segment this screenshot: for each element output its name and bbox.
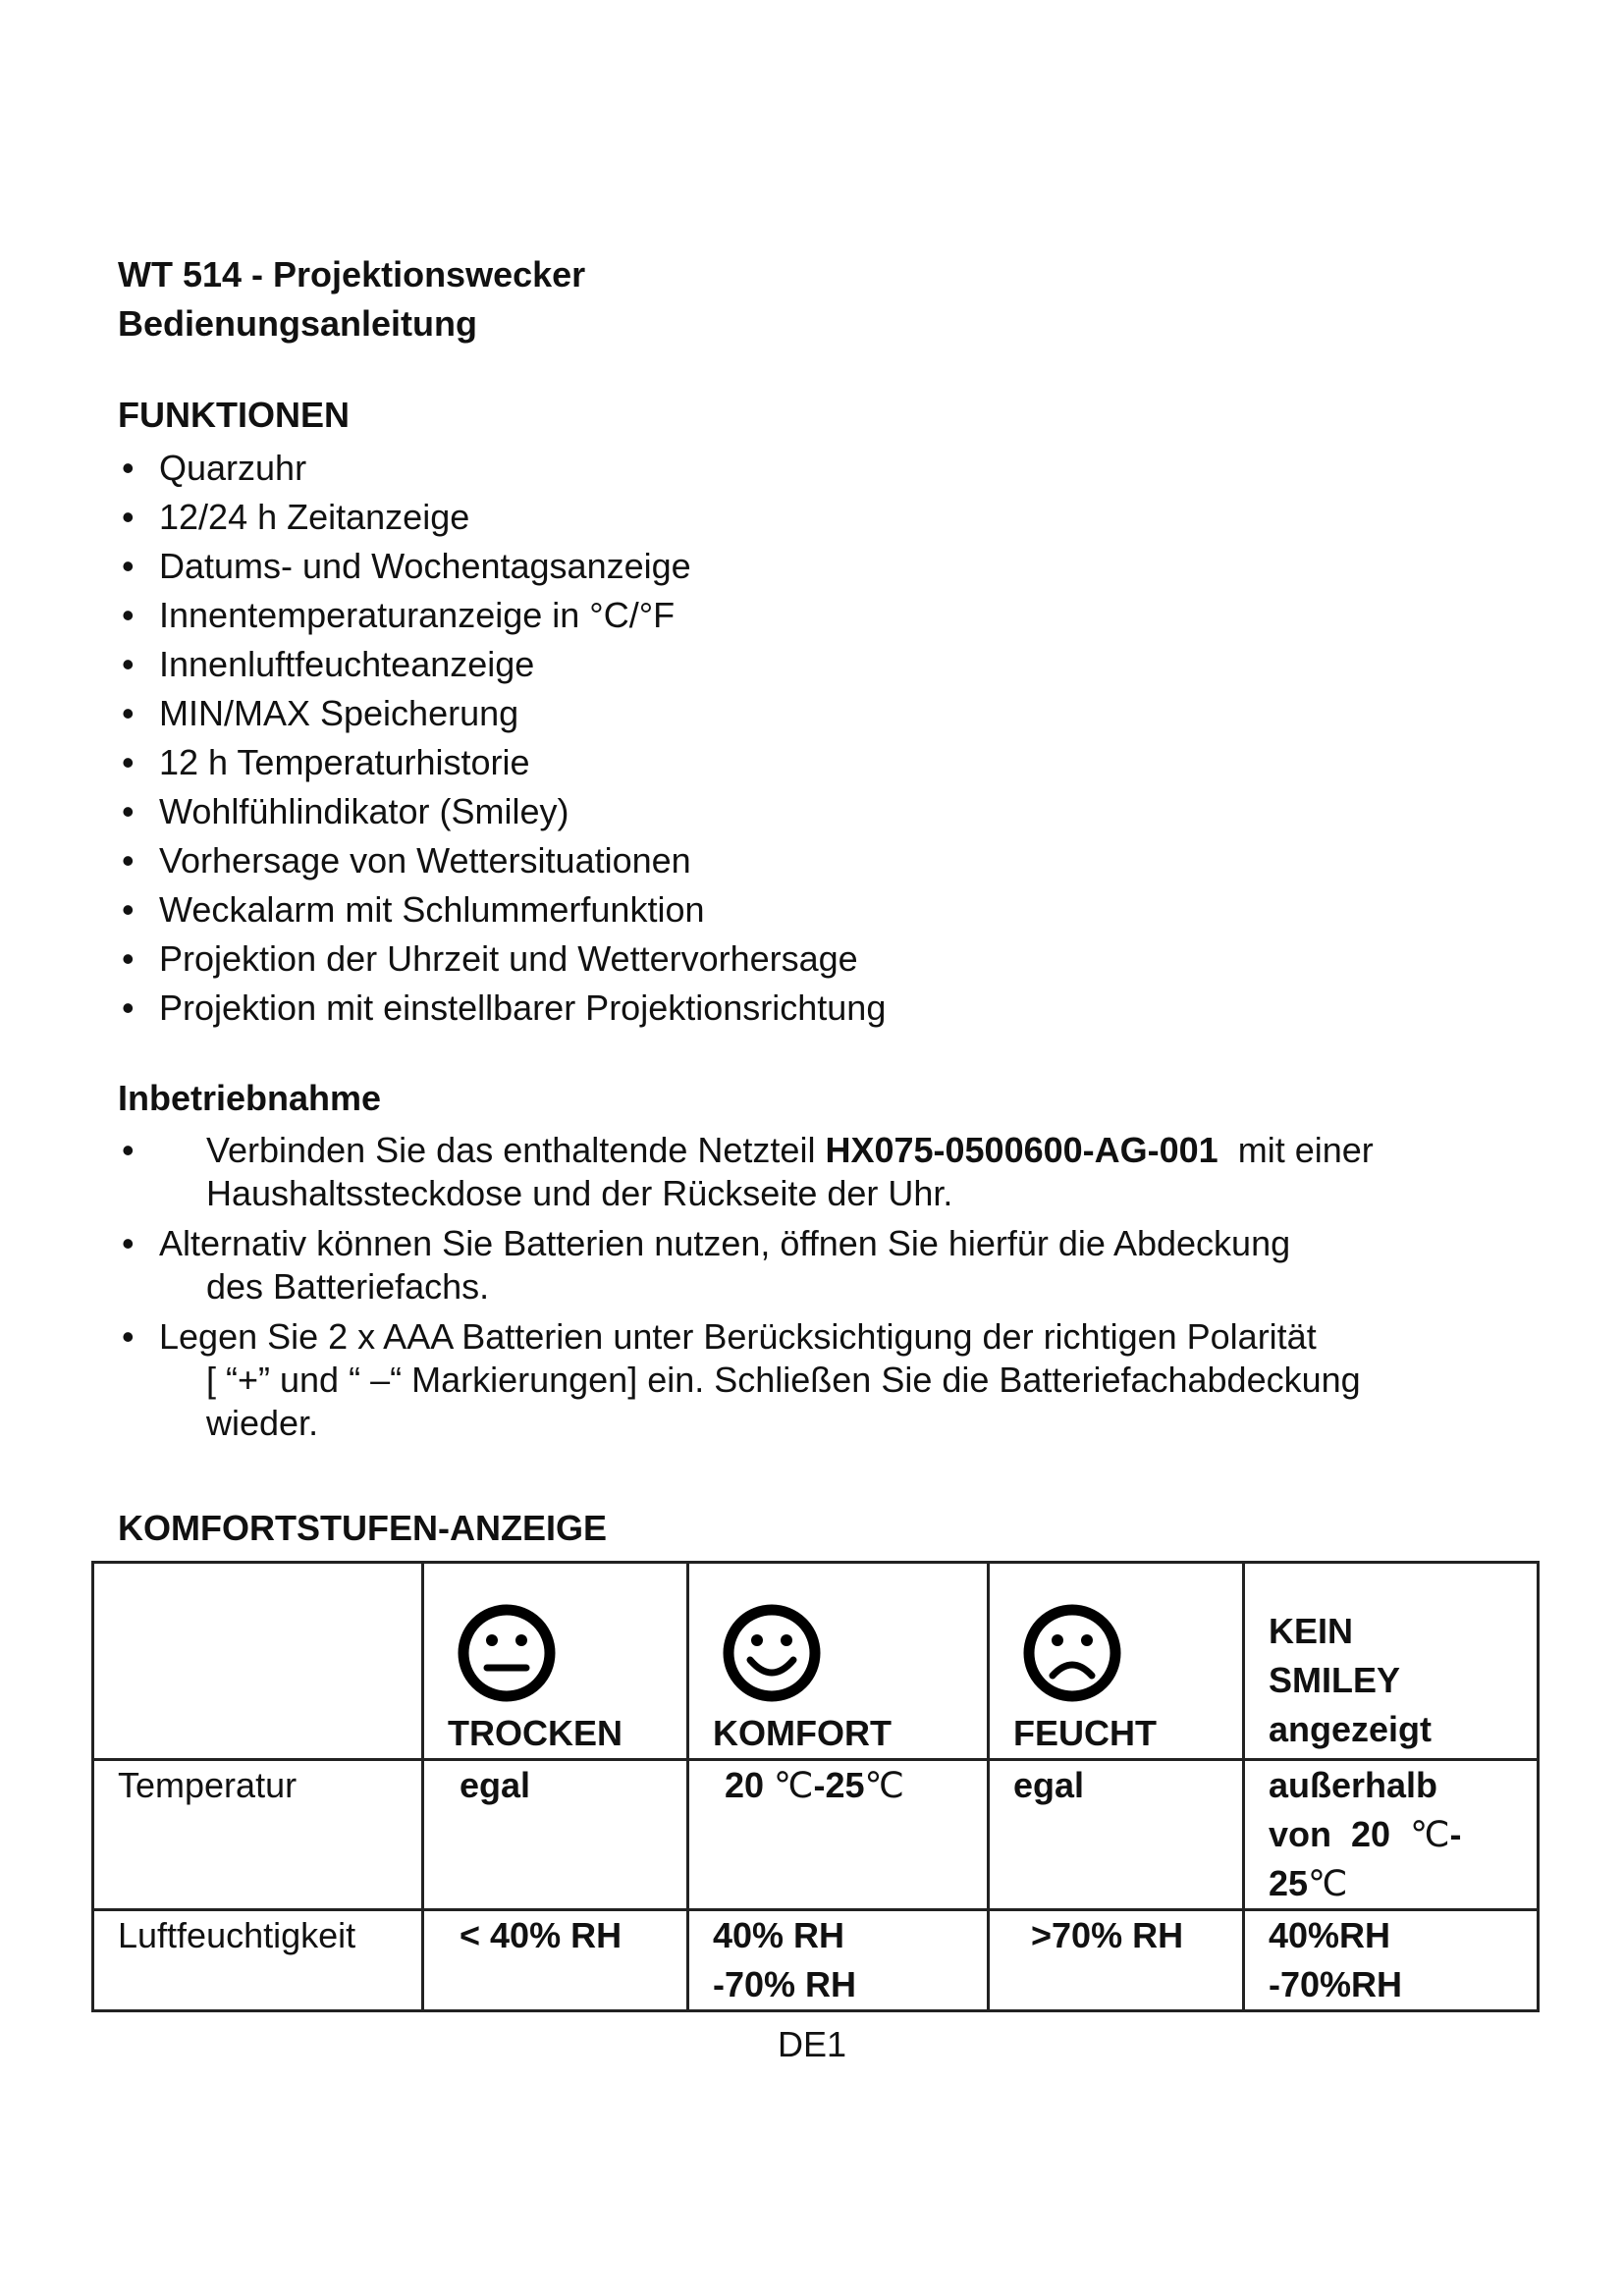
setup-step-3-line-3: wieder.	[206, 1403, 319, 1443]
table-row	[93, 1910, 1539, 2011]
header-cell-trocken	[423, 1563, 688, 1760]
page-number: DE1	[777, 2024, 847, 2064]
setup-step-1-line-2: Haushaltssteckdose und der Rückseite der Uhr.	[206, 1173, 953, 1213]
empty-header-cell	[93, 1563, 423, 1760]
cell-temp-trocken: egal	[423, 1760, 688, 1910]
setup-step-3-line-1: Legen Sie 2 x AAA Batterien unter Berücksichtigung der richtigen Polarität	[159, 1316, 1317, 1357]
list-item: • Quarzuhr	[118, 444, 886, 493]
list-item: • Innenluftfeuchteanzeige	[118, 640, 886, 689]
bullet: •	[122, 1130, 135, 1170]
cell-temp-feucht: egal	[989, 1760, 1244, 1910]
cell-rh-trocken: < 40% RH	[423, 1910, 688, 2011]
column-label-trocken: TROCKEN	[448, 1713, 623, 1753]
setup-step-1	[118, 1129, 1512, 1215]
column-label-feucht: FEUCHT	[1013, 1713, 1157, 1753]
list-item: • 12/24 h Zeitanzeige	[118, 493, 886, 542]
title-line-1: WT 514 - Projektionswecker	[118, 254, 586, 294]
setup-step-2	[118, 1222, 1512, 1308]
list-item: • 12 h Temperaturhistorie	[118, 738, 886, 787]
list-item: • Weckalarm mit Schlummerfunktion	[118, 885, 886, 934]
setup-step-3-line-2: [ “+” und “ –“ Markierungen] ein. Schließen Sie die Batteriefachabdeckung	[206, 1360, 1361, 1400]
setup-step-3	[118, 1315, 1512, 1445]
section-heading-funktionen: FUNKTIONEN	[118, 395, 350, 435]
cell-temp-kein: außerhalb von 20 ℃- 25℃	[1244, 1760, 1539, 1910]
cell-rh-kein: 40%RH -70%RH	[1244, 1910, 1539, 2011]
table-row	[93, 1760, 1539, 1910]
setup-step-1-line-1: Verbinden Sie das enthaltende Netzteil HX075-0500600-AG-001 mit einer	[206, 1130, 1374, 1170]
row-label-temperatur: Temperatur	[93, 1760, 423, 1910]
list-item: • Projektion mit einstellbarer Projektionsrichtung	[118, 984, 886, 1033]
document-title	[118, 250, 585, 348]
list-item: • Wohlfühlindikator (Smiley)	[118, 787, 886, 836]
column-label-komfort: KOMFORT	[713, 1713, 892, 1753]
list-item: • Projektion der Uhrzeit und Wettervorhersage	[118, 934, 886, 984]
list-item: • Vorhersage von Wettersituationen	[118, 836, 886, 885]
header-cell-komfort	[688, 1563, 989, 1760]
bullet: •	[122, 1223, 135, 1263]
list-item: • MIN/MAX Speicherung	[118, 689, 886, 738]
row-label-luftfeuchtigkeit: Luftfeuchtigkeit	[93, 1910, 423, 2011]
bullet: •	[122, 1316, 135, 1357]
cell-rh-feucht: >70% RH	[989, 1910, 1244, 2011]
comfort-table	[91, 1561, 1540, 2012]
setup-step-2-line-1: Alternativ können Sie Batterien nutzen, öffnen Sie hierfür die Abdeckung	[159, 1223, 1291, 1263]
sad-face-icon	[1013, 1599, 1131, 1707]
power-adapter-model: HX075-0500600-AG-001	[825, 1130, 1218, 1170]
neutral-face-icon	[448, 1599, 566, 1707]
table-header-row	[93, 1563, 1539, 1760]
header-cell-feucht	[989, 1563, 1244, 1760]
section-heading-inbetriebnahme: Inbetriebnahme	[118, 1078, 382, 1118]
setup-step-2-line-2: des Batteriefachs.	[206, 1266, 490, 1307]
header-cell-kein-smiley: KEIN SMILEY angezeigt	[1244, 1563, 1539, 1760]
list-item: • Innentemperaturanzeige in °C/°F	[118, 591, 886, 640]
feature-list	[118, 444, 886, 1033]
cell-rh-komfort: 40% RH -70% RH	[688, 1910, 989, 2011]
section-heading-komfort: KOMFORTSTUFEN-ANZEIGE	[118, 1508, 607, 1548]
title-line-2: Bedienungsanleitung	[118, 303, 478, 344]
cell-temp-komfort: 20 ℃-25℃	[688, 1760, 989, 1910]
smiling-face-icon	[713, 1599, 831, 1707]
list-item: • Datums- und Wochentagsanzeige	[118, 542, 886, 591]
